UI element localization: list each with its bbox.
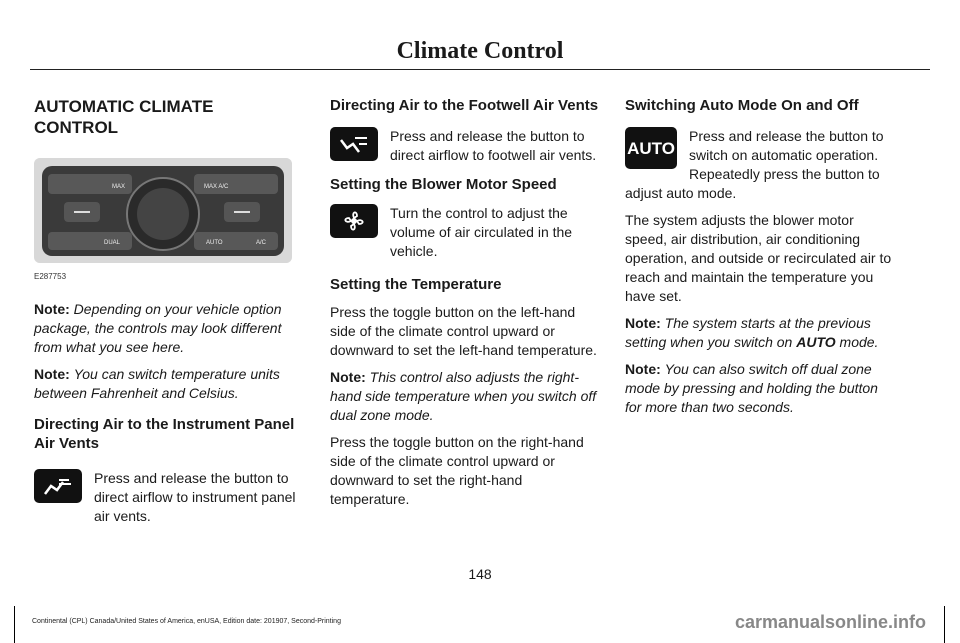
temperature-left-description: Press the toggle button on the left-hand side of the climate control upward or downward to set the left-hand temperature. [330, 304, 597, 358]
temperature-right-description: Press the toggle button on the right-hand side of the climate control upward or downward to set the right-hand temperature. [330, 434, 584, 507]
section-heading-automatic-climate-control: AUTOMATIC CLIMATE CONTROL [34, 97, 214, 137]
watermark: carmanualsonline.info [734, 612, 926, 632]
panel-label-ac: A/C [256, 240, 267, 246]
instrument-panel-airflow-icon [34, 469, 82, 503]
header-rule [30, 69, 930, 70]
auto-icon: AUTO [625, 127, 677, 169]
climate-panel-illustration [34, 158, 292, 263]
column-1 [34, 96, 302, 526]
footwell-airflow-icon [330, 127, 378, 161]
crop-mark-left [14, 606, 15, 643]
heading-instrument-panel-vents: Directing Air to the Instrument Panel Air Vents [34, 416, 295, 452]
heading-footwell-vents: Directing Air to the Footwell Air Vents [330, 97, 599, 114]
panel-label-max: MAX [112, 184, 126, 190]
panel-label-maxac: MAX A/C [204, 184, 229, 190]
fan-icon [330, 204, 378, 238]
instrument-panel-description: Press and release the button to direct airflow to instrument panel air vents. [94, 470, 296, 524]
page-title: Climate Control [396, 38, 564, 64]
heading-blower-motor-speed: Setting the Blower Motor Speed [330, 176, 557, 193]
system-description: The system adjusts the blower motor speed, air distribution, air conditioning operation, and outside or recirculated air to reach and maintain the temperature you have set. [625, 212, 892, 304]
heading-setting-temperature: Setting the Temperature [330, 276, 502, 293]
panel-label-auto: AUTO [206, 240, 223, 246]
auto-description: Press and release the button to switch on automatic operation. Repeatedly press the button to adjust auto mode. [625, 128, 884, 201]
blower-description: Turn the control to adjust the volume of air circulated in the vehicle. [390, 205, 573, 259]
footwell-description: Press and release the button to direct airflow to footwell air vents. [390, 128, 597, 163]
climate-control-panel-image [34, 158, 292, 263]
heading-auto-mode: Switching Auto Mode On and Off [625, 97, 859, 114]
edition-info: Continental (CPL) Canada/United States of America, enUSA, Edition date: 201907, Second-Printing [32, 618, 341, 625]
image-code: E287753 [34, 272, 67, 281]
note-temperature-units: Note: You can switch temperature units between Fahrenheit and Celsius. [34, 366, 280, 401]
note-switch-off-dual-zone: Note: You can also switch off dual zone mode by pressing and holding the button for more than two seconds. [625, 361, 878, 415]
note-previous-setting: Note: The system starts at the previous setting when you switch on AUTO mode. [625, 315, 879, 350]
column-2 [330, 96, 600, 509]
column-3 [625, 96, 895, 417]
panel-label-dual: DUAL [104, 240, 121, 246]
page-number: 148 [468, 566, 492, 582]
note-dual-zone: Note: This control also adjusts the right-hand side temperature when you switch off dual zone mode. [330, 369, 597, 423]
note-option-package: Note: Depending on your vehicle option package, the controls may look different from what you see here. [34, 301, 282, 355]
crop-mark-right [944, 606, 945, 643]
